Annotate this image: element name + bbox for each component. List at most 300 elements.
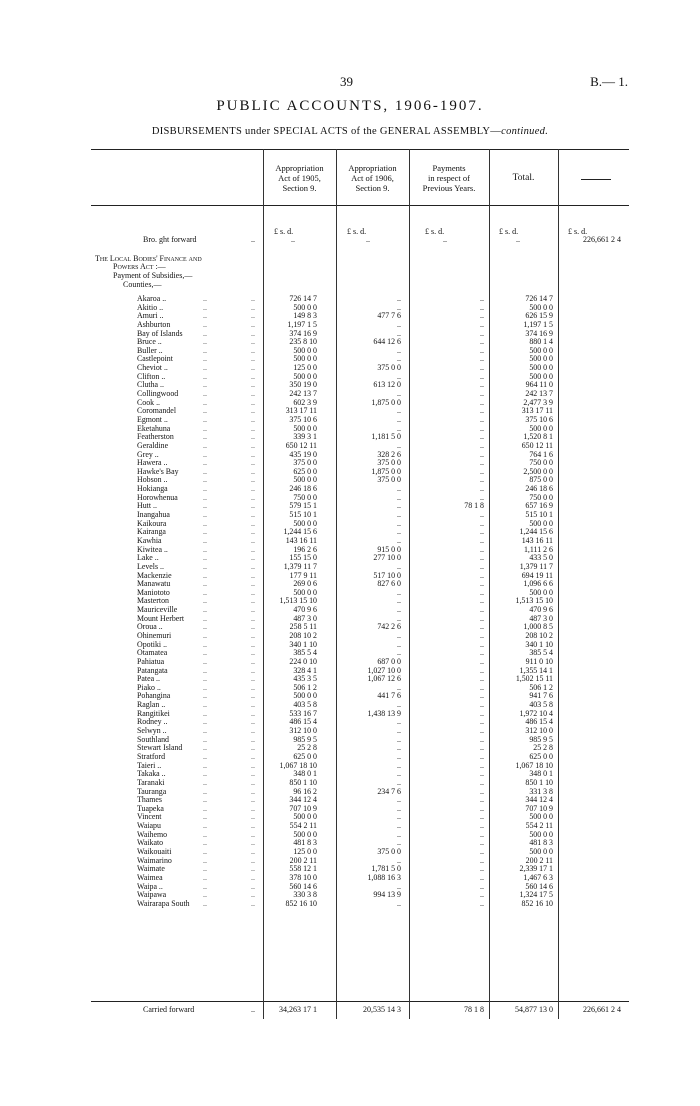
amount-total: 403 5 8	[529, 700, 553, 710]
amount-previous-years: ..	[480, 389, 484, 399]
leader-dots: ..	[203, 561, 207, 571]
leader-dots: ..	[203, 587, 207, 597]
county-name: Mount Herbert	[137, 613, 185, 623]
county-name: Raglan ..	[137, 700, 166, 710]
amount-act-1906: ..	[397, 501, 401, 511]
amount-previous-years: ..	[480, 855, 484, 865]
leader-dots: ..	[251, 777, 255, 787]
amount-total: 1,513 15 10	[515, 596, 553, 606]
county-name: Waimea	[137, 872, 163, 882]
county-name: Mauriceville	[137, 605, 178, 615]
units-c3: £ s. d.	[425, 227, 445, 236]
amount-total: 964 11 0	[525, 380, 553, 390]
amount-act-1906: ..	[397, 345, 401, 355]
county-name: Clifton ..	[137, 371, 166, 381]
amount-act-1905: 208 10 2	[289, 630, 317, 640]
amount-previous-years: ..	[480, 570, 484, 580]
amount-act-1905: 435 19 0	[289, 449, 317, 459]
amount-previous-years: ..	[480, 544, 484, 554]
amount-total: 1,096 6 6	[523, 579, 553, 589]
county-name: Vincent	[137, 812, 162, 822]
amount-act-1905: 500 0 0	[293, 354, 317, 364]
county-name: Hokianga	[137, 484, 168, 494]
amount-act-1906: ..	[397, 527, 401, 537]
amount-previous-years: ..	[480, 380, 484, 390]
amount-act-1905: 25 2 8	[297, 743, 317, 753]
units-c1: £ s. d.	[274, 227, 294, 236]
amount-total: 1,972 10 4	[519, 708, 553, 718]
amount-act-1906: 915 0 0	[377, 544, 401, 554]
leader-dots: ..	[203, 510, 207, 520]
leader-dots: ..	[203, 466, 207, 476]
amount-act-1905: 500 0 0	[293, 691, 317, 701]
amount-previous-years: ..	[480, 682, 484, 692]
amount-total: 911 0 10	[525, 656, 553, 666]
col-header-previous-years: Payments in respect of Previous Years.	[422, 163, 476, 193]
county-name: Patea ..	[137, 674, 161, 684]
leader-dots: ..	[203, 760, 207, 770]
amount-act-1905: 340 1 10	[289, 639, 317, 649]
col-header-act-1905: Appropriation Act of 1905, Section 9.	[275, 163, 324, 193]
leader-dots: ..	[203, 579, 207, 589]
amount-total: 500 0 0	[529, 371, 553, 381]
leader-dots: ..	[203, 406, 207, 416]
amount-act-1905: 750 0 0	[293, 492, 317, 502]
amount-total: 25 2 8	[533, 743, 553, 753]
county-name: Waimate	[137, 864, 165, 874]
amount-act-1905: 487 3 0	[293, 613, 317, 623]
leader-dots: ..	[203, 691, 207, 701]
amount-total: 515 10 1	[525, 510, 553, 520]
leader-dots: ..	[203, 795, 207, 805]
amount-previous-years: ..	[480, 769, 484, 779]
leader-dots: ..	[251, 872, 255, 882]
amount-act-1906: ..	[397, 535, 401, 545]
amount-act-1905: 375 10 6	[289, 414, 317, 424]
leader-dots: ..	[251, 458, 255, 468]
amount-total: 554 2 11	[525, 821, 553, 831]
county-name: Tuapeka	[137, 803, 164, 813]
leader-dots: ..	[203, 708, 207, 718]
amount-act-1906: ..	[397, 821, 401, 831]
amount-total: 374 16 9	[525, 328, 553, 338]
leader-dots: ..	[251, 630, 255, 640]
amount-act-1906: ..	[397, 795, 401, 805]
amount-total: 1,197 1 5	[523, 319, 553, 329]
leader-dots: ..	[251, 855, 255, 865]
leader-dots: ..	[203, 803, 207, 813]
header-bottom-rule	[91, 205, 629, 206]
amount-act-1905: 155 15 0	[289, 553, 317, 563]
amount-previous-years: ..	[480, 449, 484, 459]
amount-act-1905: 1,244 15 6	[283, 527, 317, 537]
leader-dots: ..	[203, 319, 207, 329]
amount-act-1905: 1,067 18 10	[279, 760, 317, 770]
amount-act-1905: 481 8 3	[293, 838, 317, 848]
amount-previous-years: ..	[480, 423, 484, 433]
amount-total: 500 0 0	[529, 302, 553, 312]
amount-act-1906: 441 7 6	[377, 691, 401, 701]
amount-act-1906: ..	[397, 881, 401, 891]
amount-total: 506 1 2	[529, 682, 553, 692]
leader-dots: ..	[203, 622, 207, 632]
amount-previous-years: ..	[480, 622, 484, 632]
leader-dots: ..	[251, 440, 255, 450]
amount-previous-years: ..	[480, 561, 484, 571]
county-name: Waiapu	[137, 821, 161, 831]
amount-act-1905: 348 0 1	[293, 769, 317, 779]
county-name: Horowhenua	[137, 492, 178, 502]
leader-dots: ..	[203, 855, 207, 865]
amount-act-1905: 1,379 11 7	[283, 561, 317, 571]
amount-act-1905: 625 0 0	[293, 751, 317, 761]
county-name: Stratford	[137, 751, 166, 761]
amount-act-1906: 827 6 0	[377, 579, 401, 589]
amount-act-1906: 477 7 6	[377, 311, 401, 321]
brought-forward-dots: ..	[251, 235, 255, 244]
amount-act-1905: 435 3 5	[293, 674, 317, 684]
leader-dots: ..	[203, 872, 207, 882]
amount-previous-years: ..	[480, 708, 484, 718]
amount-total: 985 9 5	[529, 734, 553, 744]
leader-dots: ..	[251, 708, 255, 718]
amount-total: 470 9 6	[529, 605, 553, 615]
amount-previous-years: ..	[480, 872, 484, 882]
amount-previous-years: ..	[480, 337, 484, 347]
amount-total: 486 15 4	[525, 717, 553, 727]
amount-total: 750 0 0	[529, 492, 553, 502]
col-header-dash	[581, 179, 611, 180]
county-name: Patangata	[137, 665, 168, 675]
leader-dots: ..	[251, 380, 255, 390]
leader-dots: ..	[203, 432, 207, 442]
county-name: Wairarapa South	[137, 898, 190, 908]
report-reference: B.— 1.	[590, 74, 628, 89]
amount-previous-years: ..	[480, 354, 484, 364]
amount-act-1906: 375 0 0	[377, 475, 401, 485]
amount-previous-years: ..	[480, 786, 484, 796]
leader-dots: ..	[203, 311, 207, 321]
county-name: Hawera ..	[137, 458, 168, 468]
amount-act-1906: ..	[397, 613, 401, 623]
leader-dots: ..	[251, 682, 255, 692]
carried-forward-c5: 226,661 2 4	[583, 1005, 621, 1014]
amount-total: 385 5 4	[529, 648, 553, 658]
amount-act-1906: ..	[397, 302, 401, 312]
county-name: Waimarino	[137, 855, 172, 865]
carried-forward-c1: 34,263 17 1	[279, 1005, 317, 1014]
disbursements-table	[91, 149, 629, 1019]
amount-previous-years: ..	[480, 630, 484, 640]
amount-total: 1,067 18 10	[515, 760, 553, 770]
amount-act-1905: 500 0 0	[293, 829, 317, 839]
amount-total: 500 0 0	[529, 363, 553, 373]
amount-previous-years: ..	[480, 812, 484, 822]
amount-total: 500 0 0	[529, 812, 553, 822]
amount-act-1906: ..	[397, 423, 401, 433]
leader-dots: ..	[203, 838, 207, 848]
amount-act-1906: ..	[397, 294, 401, 303]
amount-total: 143 16 11	[521, 535, 553, 545]
section-heading-line2: Powers Act :—	[113, 262, 166, 271]
carried-forward-c4: 54,877 13 0	[515, 1005, 553, 1014]
amount-previous-years: ..	[480, 596, 484, 606]
county-name: Levels ..	[137, 561, 164, 571]
amount-total: 1,520 8 1	[523, 432, 553, 442]
leader-dots: ..	[251, 345, 255, 355]
amount-act-1905: 96 16 2	[293, 786, 317, 796]
leader-dots: ..	[251, 656, 255, 666]
leader-dots: ..	[251, 760, 255, 770]
leader-dots: ..	[203, 475, 207, 485]
amount-total: 500 0 0	[529, 354, 553, 364]
leader-dots: ..	[203, 328, 207, 338]
county-name: Southland	[137, 734, 170, 744]
leader-dots: ..	[203, 440, 207, 450]
leader-dots: ..	[251, 302, 255, 312]
leader-dots: ..	[251, 613, 255, 623]
amount-act-1905: 500 0 0	[293, 518, 317, 528]
leader-dots: ..	[203, 371, 207, 381]
leader-dots: ..	[251, 570, 255, 580]
county-name: Manawatu	[137, 579, 171, 589]
leader-dots: ..	[251, 726, 255, 736]
leader-dots: ..	[203, 389, 207, 399]
county-name: Waikouaiti	[137, 847, 172, 856]
amount-previous-years: ..	[480, 613, 484, 623]
leader-dots: ..	[251, 751, 255, 761]
county-name: Otamatea	[137, 648, 168, 658]
amount-act-1906: ..	[397, 743, 401, 753]
amount-previous-years: ..	[480, 803, 484, 813]
amount-total: 880 1 4	[529, 337, 553, 347]
amount-act-1905: 330 3 8	[293, 890, 317, 900]
county-name: Rodney ..	[137, 717, 168, 727]
amount-previous-years: ..	[480, 397, 484, 407]
amount-act-1906: ..	[397, 829, 401, 839]
amount-total: 750 0 0	[529, 458, 553, 468]
leader-dots: ..	[251, 311, 255, 321]
carried-forward-label: Carried forward	[143, 1005, 195, 1014]
amount-total: 560 14 6	[525, 881, 553, 891]
leader-dots: ..	[251, 890, 255, 900]
amount-act-1906: 517 10 0	[373, 570, 401, 580]
amount-act-1906: 328 2 6	[377, 449, 401, 459]
amount-previous-years: ..	[480, 294, 484, 303]
leader-dots: ..	[203, 847, 207, 856]
subtitle-italic: continued.	[501, 126, 549, 137]
county-name: Taieri ..	[137, 760, 162, 770]
amount-previous-years: ..	[480, 458, 484, 468]
leader-dots: ..	[251, 596, 255, 606]
amount-act-1905: 533 16 7	[289, 708, 317, 718]
leader-dots: ..	[203, 492, 207, 502]
leader-dots: ..	[251, 354, 255, 364]
leader-dots: ..	[203, 449, 207, 459]
county-name: Oroua ..	[137, 622, 163, 632]
amount-act-1906: ..	[397, 319, 401, 329]
amount-act-1905: 726 14 7	[289, 294, 317, 303]
amount-previous-years: ..	[480, 829, 484, 839]
leader-dots: ..	[203, 345, 207, 355]
county-name: Geraldine	[137, 440, 169, 450]
amount-total: 726 14 7	[525, 294, 553, 303]
leader-dots: ..	[251, 484, 255, 494]
amount-act-1905: 850 1 10	[289, 777, 317, 787]
leader-dots: ..	[251, 700, 255, 710]
amount-total: 1,111 2 6	[523, 544, 553, 554]
amount-act-1905: 500 0 0	[293, 812, 317, 822]
amount-act-1905: 200 2 11	[289, 855, 317, 865]
amount-previous-years: ..	[480, 345, 484, 355]
amount-act-1905: 506 1 2	[293, 682, 317, 692]
amount-act-1905: 602 3 9	[293, 397, 317, 407]
amount-act-1906: ..	[397, 700, 401, 710]
amount-act-1906: 375 0 0	[377, 363, 401, 373]
leader-dots: ..	[203, 458, 207, 468]
amount-total: 2,500 0 0	[523, 466, 553, 476]
leader-dots: ..	[203, 812, 207, 822]
leader-dots: ..	[203, 829, 207, 839]
amount-total: 313 17 11	[521, 406, 553, 416]
amount-act-1906: ..	[397, 440, 401, 450]
amount-previous-years: ..	[480, 847, 484, 856]
amount-act-1905: 1,197 1 5	[287, 319, 317, 329]
leader-dots: ..	[203, 397, 207, 407]
leader-dots: ..	[203, 743, 207, 753]
leader-dots: ..	[203, 648, 207, 658]
leader-dots: ..	[251, 821, 255, 831]
amount-act-1906: ..	[397, 414, 401, 424]
leader-dots: ..	[203, 751, 207, 761]
county-name: Selwyn ..	[137, 726, 167, 736]
leader-dots: ..	[203, 570, 207, 580]
amount-total: 208 10 2	[525, 630, 553, 640]
amount-previous-years: ..	[480, 414, 484, 424]
amount-act-1905: 258 5 11	[289, 622, 317, 632]
leader-dots: ..	[203, 864, 207, 874]
amount-act-1905: 235 8 10	[289, 337, 317, 347]
amount-total: 1,244 15 6	[519, 527, 553, 537]
col-header-act-1906: Appropriation Act of 1906, Section 9.	[348, 163, 397, 193]
leader-dots: ..	[251, 898, 255, 908]
amount-act-1906: ..	[397, 760, 401, 770]
amount-act-1906: ..	[397, 838, 401, 848]
leader-dots: ..	[203, 535, 207, 545]
amount-act-1905: 500 0 0	[293, 302, 317, 312]
amount-act-1906: 1,088 16 3	[367, 872, 401, 882]
county-name: Hobson ..	[137, 475, 168, 485]
county-name: Kiwitea ..	[137, 544, 168, 554]
leader-dots: ..	[203, 613, 207, 623]
brought-forward-c3: ..	[443, 235, 447, 244]
leader-dots: ..	[251, 466, 255, 476]
leader-dots: ..	[203, 656, 207, 666]
units-c2: £ s. d.	[347, 227, 367, 236]
leader-dots: ..	[251, 397, 255, 407]
amount-act-1905: 500 0 0	[293, 345, 317, 355]
leader-dots: ..	[203, 518, 207, 528]
amount-act-1905: 313 17 11	[285, 406, 317, 416]
amount-act-1906: 375 0 0	[377, 847, 401, 856]
county-name: Castlepoint	[137, 354, 173, 364]
section-heading-line3: Payment of Subsidies,—	[113, 271, 193, 280]
county-name: Grey ..	[137, 449, 159, 459]
amount-act-1905: 125 0 0	[293, 363, 317, 373]
section-heading-line4: Counties,—	[123, 280, 162, 289]
amount-act-1906: ..	[397, 406, 401, 416]
section-heading-line1: The Local Bodies' Finance and	[95, 254, 202, 263]
leader-dots: ..	[251, 510, 255, 520]
amount-act-1906: ..	[397, 354, 401, 364]
county-name: Akitio ..	[137, 302, 164, 312]
county-name: Cheviot ..	[137, 363, 168, 373]
amount-previous-years: ..	[480, 363, 484, 373]
amount-total: 626 15 9	[525, 311, 553, 321]
amount-act-1906: 1,067 12 6	[367, 674, 401, 684]
county-name: Takaka ..	[137, 769, 166, 779]
leader-dots: ..	[251, 717, 255, 727]
brought-forward-c2: ..	[366, 235, 370, 244]
leader-dots: ..	[203, 682, 207, 692]
amount-total: 340 1 10	[525, 639, 553, 649]
amount-act-1906: 1,781 5 0	[371, 864, 401, 874]
subtitle-main: DISBURSEMENTS under SPECIAL ACTS of the GENERAL ASSEMBLY—	[151, 126, 502, 137]
amount-total: 1,379 11 7	[519, 561, 553, 571]
amount-total: 1,000 8 5	[523, 622, 553, 632]
leader-dots: ..	[251, 328, 255, 338]
amount-previous-years: ..	[480, 898, 484, 908]
amount-act-1905: 650 12 11	[285, 440, 317, 450]
amount-previous-years: ..	[480, 319, 484, 329]
amount-total: 1,324 17 5	[519, 890, 553, 900]
amount-total: 348 0 1	[529, 769, 553, 779]
amount-act-1906: 742 2 6	[377, 622, 401, 632]
county-name: Ohinemuri	[137, 630, 172, 640]
amount-act-1905: 269 0 6	[293, 579, 317, 589]
amount-previous-years: ..	[480, 371, 484, 381]
county-name: Coromandel	[137, 406, 177, 416]
amount-act-1906: 1,027 10 0	[367, 665, 401, 675]
amount-act-1906: ..	[397, 769, 401, 779]
amount-total: 344 12 4	[525, 795, 553, 805]
amount-act-1905: 852 16 10	[285, 898, 317, 908]
leader-dots: ..	[251, 492, 255, 502]
amount-total: 625 0 0	[529, 751, 553, 761]
amount-previous-years: ..	[480, 665, 484, 675]
amount-act-1906: ..	[397, 639, 401, 649]
amount-act-1906: ..	[397, 734, 401, 744]
county-name: Cook ..	[137, 397, 161, 407]
amount-previous-years: ..	[480, 475, 484, 485]
leader-dots: ..	[203, 596, 207, 606]
county-name: Kairanga	[137, 527, 166, 537]
amount-previous-years: ..	[480, 440, 484, 450]
leader-dots: ..	[251, 527, 255, 537]
amount-total: 487 3 0	[529, 613, 553, 623]
amount-total: 850 1 10	[525, 777, 553, 787]
county-name: Pohangina	[137, 691, 171, 701]
leader-dots: ..	[203, 380, 207, 390]
amount-previous-years: ..	[480, 760, 484, 770]
page-title: PUBLIC ACCOUNTS, 1906-1907.	[216, 98, 484, 114]
county-name: Lake ..	[137, 553, 159, 563]
amount-act-1906: ..	[397, 389, 401, 399]
amount-previous-years: ..	[480, 838, 484, 848]
amount-act-1906: ..	[397, 561, 401, 571]
amount-act-1905: 403 5 8	[293, 700, 317, 710]
amount-act-1905: 375 0 0	[293, 458, 317, 468]
